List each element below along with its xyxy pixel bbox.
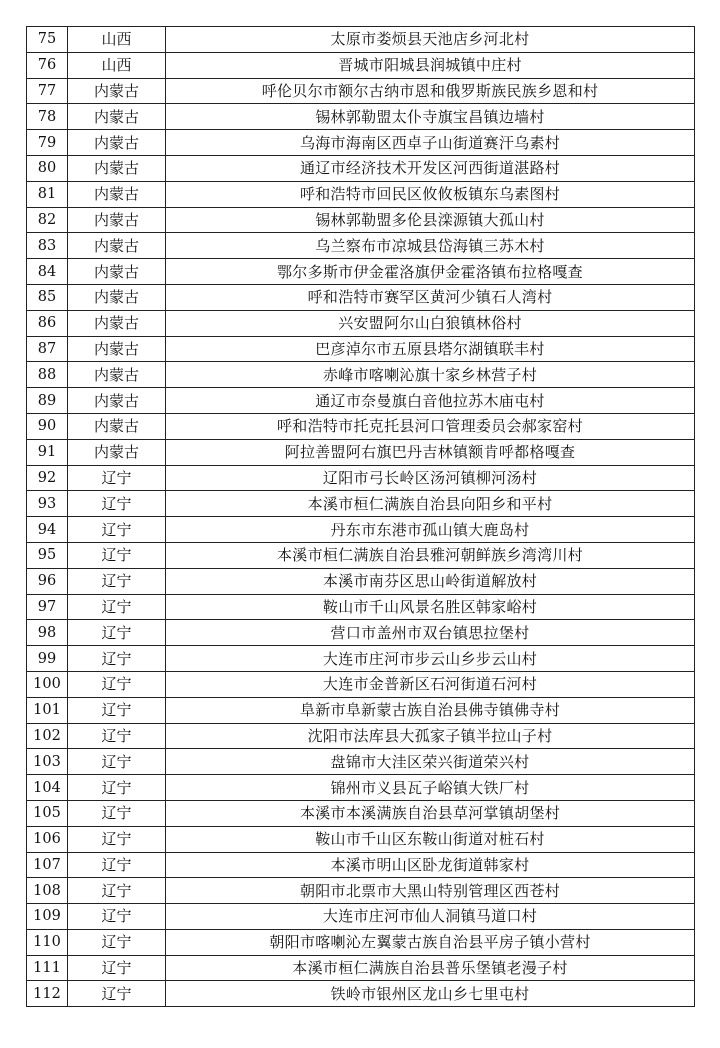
province-cell: 辽宁: [68, 620, 166, 646]
row-number-cell: 76: [27, 52, 68, 78]
village-name-cell: 大连市庄河市仙人洞镇马道口村: [166, 904, 695, 930]
table-row: [27, 749, 695, 775]
table-row: [27, 955, 695, 981]
province-cell: 辽宁: [68, 955, 166, 981]
table-row: [27, 800, 695, 826]
row-number-cell: 109: [27, 904, 68, 930]
province-cell: 辽宁: [68, 491, 166, 517]
table-row: [27, 594, 695, 620]
table-row: [27, 27, 695, 53]
village-name-cell: 鄂尔多斯市伊金霍洛旗伊金霍洛镇布拉格嘎查: [166, 259, 695, 285]
village-name-cell: 呼伦贝尔市额尔古纳市恩和俄罗斯族民族乡恩和村: [166, 78, 695, 104]
province-cell: 内蒙古: [68, 336, 166, 362]
province-cell: 辽宁: [68, 852, 166, 878]
village-name-cell: 锡林郭勒盟太仆寺旗宝昌镇边墙村: [166, 104, 695, 130]
table-row: [27, 78, 695, 104]
province-cell: 辽宁: [68, 904, 166, 930]
province-cell: 内蒙古: [68, 155, 166, 181]
row-number-cell: 88: [27, 362, 68, 388]
table-row: [27, 284, 695, 310]
village-name-cell: 太原市娄烦县天池店乡河北村: [166, 27, 695, 53]
table-row: [27, 207, 695, 233]
province-cell: 辽宁: [68, 723, 166, 749]
province-cell: 辽宁: [68, 671, 166, 697]
village-name-cell: 大连市庄河市步云山乡步云山村: [166, 646, 695, 672]
table-row: [27, 413, 695, 439]
table-row: [27, 310, 695, 336]
province-cell: 内蒙古: [68, 78, 166, 104]
table-row: [27, 904, 695, 930]
row-number-cell: 89: [27, 388, 68, 414]
province-cell: 辽宁: [68, 826, 166, 852]
table-row: [27, 981, 695, 1007]
village-name-cell: 辽阳市弓长岭区汤河镇柳河汤村: [166, 465, 695, 491]
row-number-cell: 81: [27, 181, 68, 207]
table-row: [27, 336, 695, 362]
province-cell: 内蒙古: [68, 439, 166, 465]
village-name-cell: 乌兰察布市凉城县岱海镇三苏木村: [166, 233, 695, 259]
province-cell: 内蒙古: [68, 104, 166, 130]
row-number-cell: 112: [27, 981, 68, 1007]
row-number-cell: 98: [27, 620, 68, 646]
village-list-table: [26, 26, 695, 1007]
village-name-cell: 本溪市桓仁满族自治县普乐堡镇老漫子村: [166, 955, 695, 981]
row-number-cell: 103: [27, 749, 68, 775]
row-number-cell: 102: [27, 723, 68, 749]
village-name-cell: 兴安盟阿尔山白狼镇林俗村: [166, 310, 695, 336]
province-cell: 辽宁: [68, 878, 166, 904]
table-row: [27, 826, 695, 852]
table-row: [27, 104, 695, 130]
village-name-cell: 阜新市阜新蒙古族自治县佛寺镇佛寺村: [166, 697, 695, 723]
table-row: [27, 491, 695, 517]
province-cell: 辽宁: [68, 465, 166, 491]
row-number-cell: 84: [27, 259, 68, 285]
row-number-cell: 92: [27, 465, 68, 491]
table-row: [27, 542, 695, 568]
village-name-cell: 呼和浩特市赛罕区黄河少镇石人湾村: [166, 284, 695, 310]
village-name-cell: 本溪市本溪满族自治县草河掌镇胡堡村: [166, 800, 695, 826]
province-cell: 辽宁: [68, 594, 166, 620]
village-name-cell: 锦州市义县瓦子峪镇大铁厂村: [166, 775, 695, 801]
province-cell: 辽宁: [68, 568, 166, 594]
village-name-cell: 沈阳市法库县大孤家子镇半拉山子村: [166, 723, 695, 749]
province-cell: 山西: [68, 27, 166, 53]
province-cell: 内蒙古: [68, 362, 166, 388]
row-number-cell: 111: [27, 955, 68, 981]
village-name-cell: 大连市金普新区石河街道石河村: [166, 671, 695, 697]
village-name-cell: 呼和浩特市回民区攸攸板镇东乌素图村: [166, 181, 695, 207]
table-row: [27, 517, 695, 543]
row-number-cell: 101: [27, 697, 68, 723]
row-number-cell: 87: [27, 336, 68, 362]
village-name-cell: 晋城市阳城县润城镇中庄村: [166, 52, 695, 78]
province-cell: 辽宁: [68, 929, 166, 955]
table-row: [27, 723, 695, 749]
village-name-cell: 呼和浩特市托克托县河口管理委员会郝家窑村: [166, 413, 695, 439]
village-name-cell: 本溪市明山区卧龙街道韩家村: [166, 852, 695, 878]
province-cell: 内蒙古: [68, 413, 166, 439]
village-name-cell: 朝阳市北票市大黑山特别管理区西苍村: [166, 878, 695, 904]
province-cell: 内蒙古: [68, 310, 166, 336]
row-number-cell: 106: [27, 826, 68, 852]
row-number-cell: 105: [27, 800, 68, 826]
village-name-cell: 赤峰市喀喇沁旗十家乡林营子村: [166, 362, 695, 388]
row-number-cell: 90: [27, 413, 68, 439]
village-name-cell: 阿拉善盟阿右旗巴丹吉林镇额肯呼都格嘎查: [166, 439, 695, 465]
row-number-cell: 77: [27, 78, 68, 104]
table-row: [27, 388, 695, 414]
table-row: [27, 620, 695, 646]
village-name-cell: 盘锦市大洼区荣兴街道荣兴村: [166, 749, 695, 775]
village-name-cell: 朝阳市喀喇沁左翼蒙古族自治县平房子镇小营村: [166, 929, 695, 955]
row-number-cell: 93: [27, 491, 68, 517]
row-number-cell: 97: [27, 594, 68, 620]
village-name-cell: 本溪市桓仁满族自治县雅河朝鲜族乡湾湾川村: [166, 542, 695, 568]
table-row: [27, 155, 695, 181]
table-row: [27, 929, 695, 955]
row-number-cell: 94: [27, 517, 68, 543]
table-row: [27, 671, 695, 697]
table-body: [27, 27, 695, 1007]
row-number-cell: 96: [27, 568, 68, 594]
table-row: [27, 697, 695, 723]
province-cell: 内蒙古: [68, 130, 166, 156]
table-row: [27, 130, 695, 156]
village-name-cell: 鞍山市千山区东鞍山街道对桩石村: [166, 826, 695, 852]
province-cell: 辽宁: [68, 749, 166, 775]
village-name-cell: 乌海市海南区西卓子山街道赛汗乌素村: [166, 130, 695, 156]
province-cell: 辽宁: [68, 775, 166, 801]
table-row: [27, 362, 695, 388]
village-name-cell: 锡林郭勒盟多伦县滦源镇大孤山村: [166, 207, 695, 233]
province-cell: 辽宁: [68, 697, 166, 723]
village-name-cell: 营口市盖州市双台镇思拉堡村: [166, 620, 695, 646]
table-row: [27, 259, 695, 285]
village-name-cell: 丹东市东港市孤山镇大鹿岛村: [166, 517, 695, 543]
village-name-cell: 鞍山市千山风景名胜区韩家峪村: [166, 594, 695, 620]
row-number-cell: 99: [27, 646, 68, 672]
row-number-cell: 82: [27, 207, 68, 233]
table-row: [27, 233, 695, 259]
row-number-cell: 100: [27, 671, 68, 697]
province-cell: 内蒙古: [68, 284, 166, 310]
province-cell: 辽宁: [68, 800, 166, 826]
row-number-cell: 80: [27, 155, 68, 181]
row-number-cell: 108: [27, 878, 68, 904]
row-number-cell: 86: [27, 310, 68, 336]
province-cell: 内蒙古: [68, 181, 166, 207]
table-row: [27, 465, 695, 491]
village-name-cell: 通辽市奈曼旗白音他拉苏木庙屯村: [166, 388, 695, 414]
province-cell: 辽宁: [68, 646, 166, 672]
row-number-cell: 91: [27, 439, 68, 465]
table-row: [27, 775, 695, 801]
table-row: [27, 181, 695, 207]
province-cell: 辽宁: [68, 517, 166, 543]
province-cell: 辽宁: [68, 981, 166, 1007]
table-row: [27, 852, 695, 878]
village-name-cell: 通辽市经济技术开发区河西街道湛路村: [166, 155, 695, 181]
table-row: [27, 878, 695, 904]
province-cell: 内蒙古: [68, 233, 166, 259]
row-number-cell: 95: [27, 542, 68, 568]
row-number-cell: 85: [27, 284, 68, 310]
village-name-cell: 本溪市桓仁满族自治县向阳乡和平村: [166, 491, 695, 517]
province-cell: 内蒙古: [68, 259, 166, 285]
table-row: [27, 52, 695, 78]
table-row: [27, 439, 695, 465]
province-cell: 辽宁: [68, 542, 166, 568]
province-cell: 山西: [68, 52, 166, 78]
row-number-cell: 75: [27, 27, 68, 53]
village-name-cell: 本溪市南芬区思山岭街道解放村: [166, 568, 695, 594]
row-number-cell: 110: [27, 929, 68, 955]
row-number-cell: 78: [27, 104, 68, 130]
province-cell: 内蒙古: [68, 207, 166, 233]
row-number-cell: 79: [27, 130, 68, 156]
row-number-cell: 104: [27, 775, 68, 801]
table-row: [27, 568, 695, 594]
row-number-cell: 83: [27, 233, 68, 259]
row-number-cell: 107: [27, 852, 68, 878]
province-cell: 内蒙古: [68, 388, 166, 414]
village-name-cell: 巴彦淖尔市五原县塔尔湖镇联丰村: [166, 336, 695, 362]
table-row: [27, 646, 695, 672]
village-name-cell: 铁岭市银州区龙山乡七里屯村: [166, 981, 695, 1007]
